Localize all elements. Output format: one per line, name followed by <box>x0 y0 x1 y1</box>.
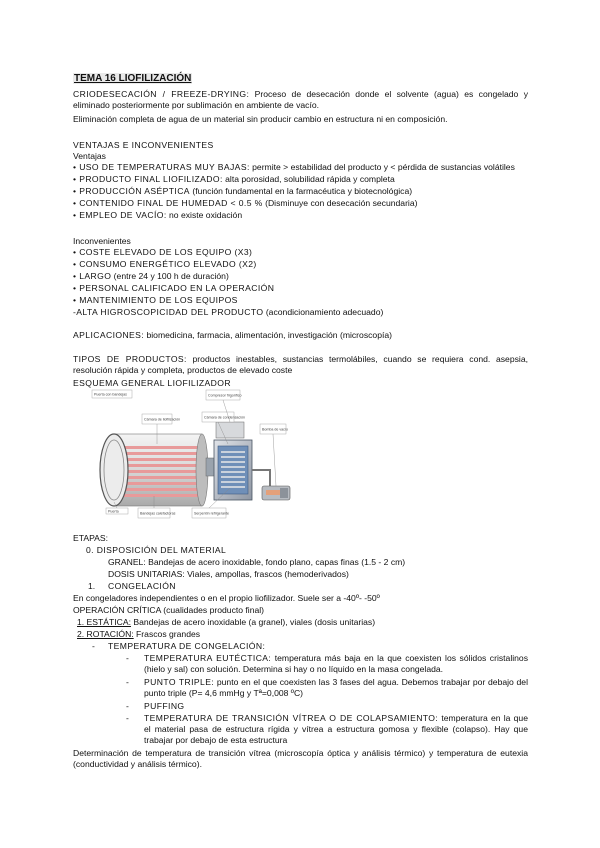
page-title: TEMA 16 LIOFILIZACIÓN <box>74 73 192 84</box>
congeladores-line: En congeladores independientes o en el propio liofilizador. Suele ser a -40º- -50º <box>73 593 380 603</box>
definition-paragraph: CRIODESECACIÓN / FREEZE-DRYING: Proceso de desecación donde el solvente (agua) es congelado y eliminado posteriormente por sublimación en ambiente de vacío. <box>73 89 528 110</box>
label-shelves: Bandejas calefactoras <box>140 511 176 516</box>
elimination-text: Eliminación completa de agua de un material sin producir cambio en estructura ni en composición. <box>73 114 448 124</box>
dash-marker: - <box>126 653 129 663</box>
bullet-puffing: PUFFING <box>144 701 185 711</box>
label-door: Puerta <box>108 509 119 514</box>
inconveniente-item: • MANTENIMIENTO DE LOS EQUIPOS <box>73 295 238 305</box>
inconveniente-item: • LARGO (entre 24 y 100 h de duración) <box>73 271 229 281</box>
ventajas-subheading: Ventajas <box>73 151 106 161</box>
inconveniente-item: -ALTA HIGROSCOPICIDAD DEL PRODUCTO (acondicionamiento adecuado) <box>73 307 384 317</box>
operacion-critica: OPERACIÓN CRÍTICA (cualidades producto final) <box>73 605 265 615</box>
esquema-heading: ESQUEMA GENERAL LIOFILIZADOR <box>73 378 231 388</box>
inconvenientes-heading: Inconvenientes <box>73 236 131 246</box>
stage-1: CONGELACIÓN <box>108 581 176 591</box>
ventaja-item: • USO DE TEMPERATURAS MUY BAJAS: permite > estabilidad del producto y < pérdida de sustancias volátiles <box>73 162 515 172</box>
etapas-heading: ETAPAS: <box>73 533 109 543</box>
dash-marker: - <box>92 641 95 651</box>
tipos-paragraph: TIPOS DE PRODUCTOS: productos inestables, sustancias termolábiles, cuando se requiera cond. asepsia, resolución rápida y completa, productos de elevado coste <box>73 354 528 375</box>
ventaja-item: • EMPLEO DE VACÍO: no existe oxidación <box>73 210 243 220</box>
freeze-dryer-diagram <box>90 388 308 524</box>
estatica-line: 1. ESTÁTICA: Bandejas de acero inoxidable (a granel), viales (dosis unitarias) <box>77 617 376 627</box>
label-coil: Serpentín refrigerante <box>194 511 229 516</box>
temp-congelacion: TEMPERATURA DE CONGELACIÓN: <box>108 641 266 651</box>
label-pump: Bomba de vacío <box>262 427 288 432</box>
stage-1-number: 1. <box>88 581 96 591</box>
aplicaciones-line: APLICACIONES: biomedicina, farmacia, alimentación, investigación (microscopía) <box>73 330 393 340</box>
ventaja-item: • PRODUCTO FINAL LIOFILIZADO: alta porosidad, solubilidad rápida y completa <box>73 174 395 184</box>
bullet-eutectica: TEMPERATURA EUTÉCTICA: temperatura más baja en la que coexisten los sólidos cristalinos (hielo y sal) con solución. Determina si hay o no líquido en la masa congelada. <box>144 653 528 674</box>
label-top-left: Puerta con bandejas <box>94 392 127 397</box>
bullet-transicion-vitrea: TEMPERATURA DE TRANSICIÓN VÍTREA O DE COLAPSAMIENTO: temperatura en la que el material pasa de estructura rígida y vítrea a estructura gomosa y flexible (colapso). Hay que trabajar por debajo de esta estructura <box>144 713 528 745</box>
bullet-punto-triple: PUNTO TRIPLE: punto en el que coexisten las 3 fases del agua. Debemos trabajar por debajo del punto triple (P= 4,6 mmHg y Tª=0,008 ºC) <box>144 677 528 698</box>
stage-0: 0. DISPOSICIÓN DEL MATERIAL <box>86 545 227 555</box>
ventaja-item: • CONTENIDO FINAL DE HUMEDAD < 0.5 % (Disminuye con desecación secundaria) <box>73 198 418 208</box>
label-chamber: Cámara de liofilización <box>144 417 181 422</box>
dash-marker: - <box>126 713 129 723</box>
dash-marker: - <box>126 677 129 687</box>
ventajas-heading: VENTAJAS E INCONVENIENTES <box>73 140 214 150</box>
ventaja-item: • PRODUCCIÓN ASÉPTICA (función fundamental en la farmacéutica y biotecnológica) <box>73 186 413 196</box>
dash-marker: - <box>126 701 129 711</box>
inconveniente-item: • CONSUMO ENERGÉTICO ELEVADO (X2) <box>73 259 257 269</box>
dosis-line: DOSIS UNITARIAS: Viales, ampollas, frascos (hemoderivados) <box>108 569 349 579</box>
tray-stripes <box>116 446 200 497</box>
inconveniente-item: • COSTE ELEVADO DE LOS EQUIPO (X3) <box>73 247 253 257</box>
label-condenser: Cámara de condensación <box>204 415 245 420</box>
final-paragraph: Determinación de temperatura de transición vítrea (microscopía óptica y análisis térmico) y temperatura de eutexia (conductividad y análisis térmico). <box>73 748 528 769</box>
rotacion-line: 2. ROTACIÓN: Frascos grandes <box>77 629 201 639</box>
inconveniente-item: • PERSONAL CALIFICADO EN LA OPERACIÓN <box>73 283 275 293</box>
label-compressor: Compresor frigorífico <box>208 393 242 398</box>
granel-line: GRANEL: Bandejas de acero inoxidable, fondo plano, capas finas (1.5 - 2 cm) <box>108 557 406 567</box>
